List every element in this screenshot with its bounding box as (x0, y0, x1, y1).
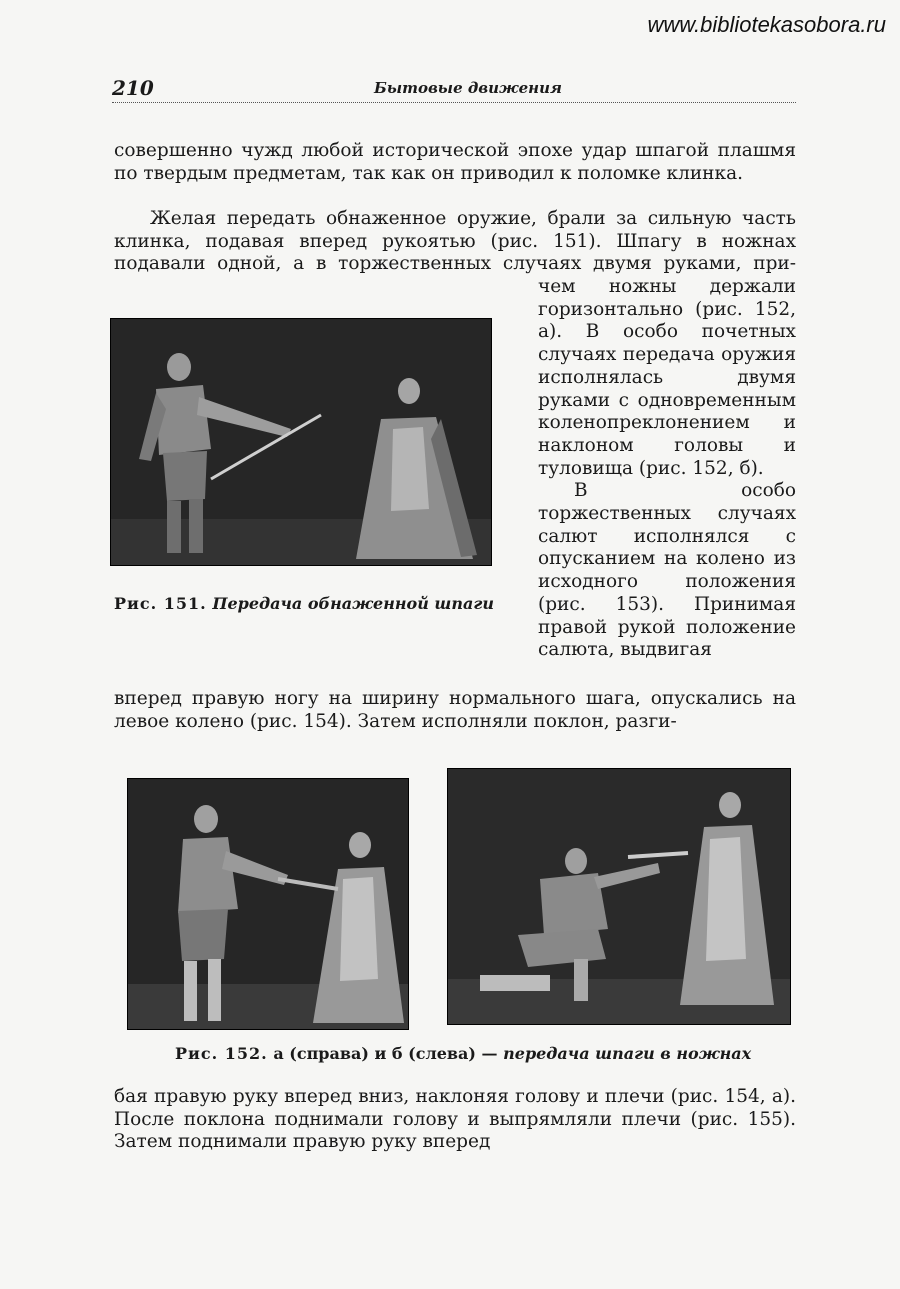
paragraph-4: бая правую руку вперед вниз, наклоняя голову и плечи (рис. 154, а). После поклона поднимали голову и выпрямляли плечи (рис. 155). Затем поднимали правую руку вперед (114, 1086, 796, 1153)
figure-151-caption (114, 594, 494, 613)
figure-152-photo-left (127, 778, 409, 1030)
section-title: Бытовые движения (374, 79, 562, 97)
paragraph-2: Желая передать обнаженное оружие, брали за сильную часть клинка, подавая вперед рукоятью (рис. 151). Шпагу в ножнах подавали одной, а в торжественных случаях двумя руками, при- (114, 208, 796, 275)
column-paragraph-2: В особо торжественных случаях салют исполнялся с опусканием на колено из исходного положения (рис. 153). Принимая правой рукой положение салюта, выдвигая (538, 480, 796, 661)
watermark: www.bibliotekasobora.ru (647, 12, 886, 37)
figure-151-label: Рис. 151. (114, 594, 207, 613)
right-column (538, 276, 796, 662)
figure-152-title: передача шпаги в ножнах (503, 1044, 752, 1063)
figure-151-photo (110, 318, 492, 566)
column-paragraph-1: чем ножны держали горизонтально (рис. 152, а). В особо почетных случаях передача оружия исполнялась двумя руками с одновременным коленопреклонением и наклоном головы и туловища (рис. 152, б). (538, 276, 796, 479)
page-number: 210 (112, 76, 154, 100)
figure-152-photo-right (447, 768, 791, 1025)
paragraph-1: совершенно чужд любой исторической эпохе удар шпагой плашмя по твердым предметам, так как он приводил к поломке клинка. (114, 140, 796, 184)
figure-152-text: а (справа) и б (слева) — (273, 1044, 498, 1063)
figure-152-label: Рис. 152. (175, 1044, 268, 1063)
running-head (112, 76, 796, 103)
figure-152-caption (175, 1044, 751, 1063)
figure-151-title: Передача обнаженной шпаги (212, 594, 494, 613)
paragraph-3: вперед правую ногу на ширину нормального шага, опускались на левое колено (рис. 154). Затем исполняли поклон, разги- (114, 688, 796, 732)
